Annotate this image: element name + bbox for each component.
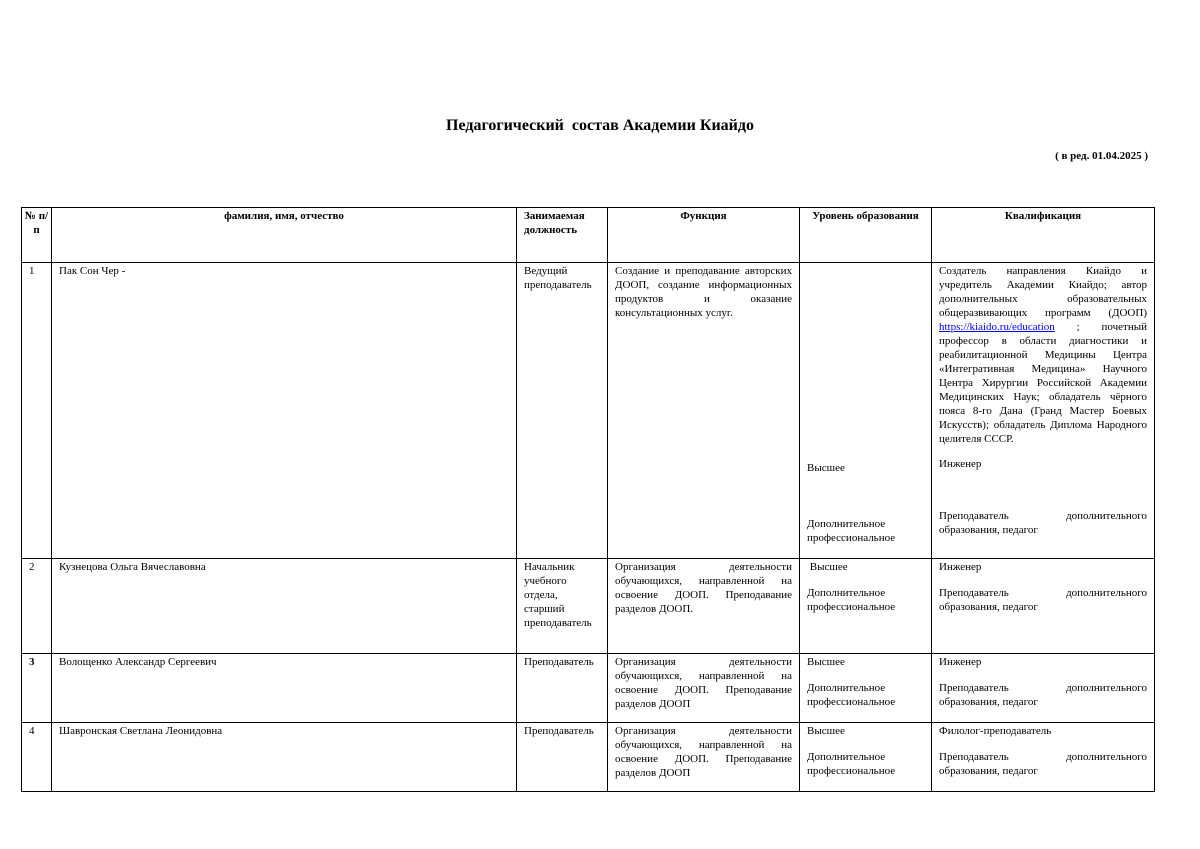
table-row <box>22 654 1155 723</box>
header-function: Функция <box>608 208 800 263</box>
row-name: Волощенко Александр Сергеевич <box>52 654 517 723</box>
row-num: 3 <box>22 654 52 723</box>
header-education: Уровень образования <box>800 208 932 263</box>
education-link[interactable]: https://kiaido.ru/education <box>939 321 1055 333</box>
table-row <box>22 723 1155 792</box>
education-item: Дополнительное профессиональное <box>807 751 896 777</box>
row-education <box>800 559 932 654</box>
education-item: Высшее <box>807 725 845 737</box>
row-position: Преподаватель <box>517 723 608 792</box>
function-text: Создание и преподавание авторских ДООП, создание информационных продуктов и оказание консультационных услуг. <box>615 265 792 319</box>
row-education <box>800 723 932 792</box>
row-function <box>608 559 800 654</box>
row-num: 2 <box>22 559 52 654</box>
row-position: Начальник учебного отдела, старший преподаватель <box>517 559 608 654</box>
education-item: Дополнительное профессиональное <box>807 518 896 544</box>
qualification-item: Филолог-преподаватель <box>939 725 1052 737</box>
row-function <box>608 723 800 792</box>
row-qualification <box>932 723 1155 792</box>
qualification-description <box>939 264 1147 446</box>
qualification-text: Создатель направления Киайдо и учредитель Академии Киайдо; автор дополнительных образовательных общеразвивающих программ (ДООП) <box>939 265 1147 319</box>
qualification-item: Преподаватель дополнительного образования, педагог <box>939 510 1147 536</box>
table-row <box>22 559 1155 654</box>
row-function <box>608 654 800 723</box>
qualification-item: Инженер <box>939 656 982 668</box>
row-name: Шавронская Светлана Леонидовна <box>52 723 517 792</box>
function-text: Организация деятельности обучающихся, направленной на освоение ДООП. Преподавание разделов ДООП <box>615 725 792 779</box>
qualification-item: Инженер <box>939 561 982 573</box>
row-qualification <box>932 559 1155 654</box>
row-function <box>608 263 800 559</box>
header-name: фамилия, имя, отчество <box>52 208 517 263</box>
row-qualification <box>932 654 1155 723</box>
header-position: Занимаемая должность <box>517 208 608 263</box>
education-item: Высшее <box>807 656 845 668</box>
row-education <box>800 654 932 723</box>
qualification-text: ; почетный профессор в области диагностики и реабилитационной Медицины Центра «Интегративная Медицина» Научного Центра Хирургии Российской Академии Медицинских Наук; обладатель чёрного пояса 8-го Дана (Гранд Мастер Боевых Искусств); обладатель Диплома Народного целителя СССР. <box>939 321 1147 445</box>
row-name: Пак Сон Чер - <box>52 263 517 559</box>
revision-date: ( в ред. 01.04.2025 ) <box>1055 150 1148 162</box>
row-position: Преподаватель <box>517 654 608 723</box>
function-text: Организация деятельности обучающихся, направленной на освоение ДООП. Преподавание разделов ДООП. <box>615 561 792 615</box>
header-qualification: Квалификация <box>932 208 1155 263</box>
qualification-item: Преподаватель дополнительного образования, педагог <box>939 682 1147 708</box>
education-item: Высшее <box>807 561 848 573</box>
table-header-row <box>22 208 1155 263</box>
table-row <box>22 263 1155 559</box>
staff-table <box>21 207 1155 792</box>
row-num: 1 <box>22 263 52 559</box>
education-item: Дополнительное профессиональное <box>807 682 896 708</box>
header-num: № п/ п <box>22 208 52 263</box>
row-education <box>800 263 932 559</box>
document-title: Педагогический состав Академии Киайдо <box>446 117 754 134</box>
function-text: Организация деятельности обучающихся, направленной на освоение ДООП. Преподавание разделов ДООП <box>615 656 792 710</box>
qualification-item: Преподаватель дополнительного образования, педагог <box>939 587 1147 613</box>
education-item: Высшее <box>807 462 845 474</box>
education-item: Дополнительное профессиональное <box>807 587 896 613</box>
row-num: 4 <box>22 723 52 792</box>
qualification-item: Преподаватель дополнительного образования, педагог <box>939 751 1147 777</box>
row-qualification <box>932 263 1155 559</box>
row-name: Кузнецова Ольга Вячеславовна <box>52 559 517 654</box>
qualification-item: Инженер <box>939 458 982 470</box>
row-position: Ведущий преподаватель <box>517 263 608 559</box>
